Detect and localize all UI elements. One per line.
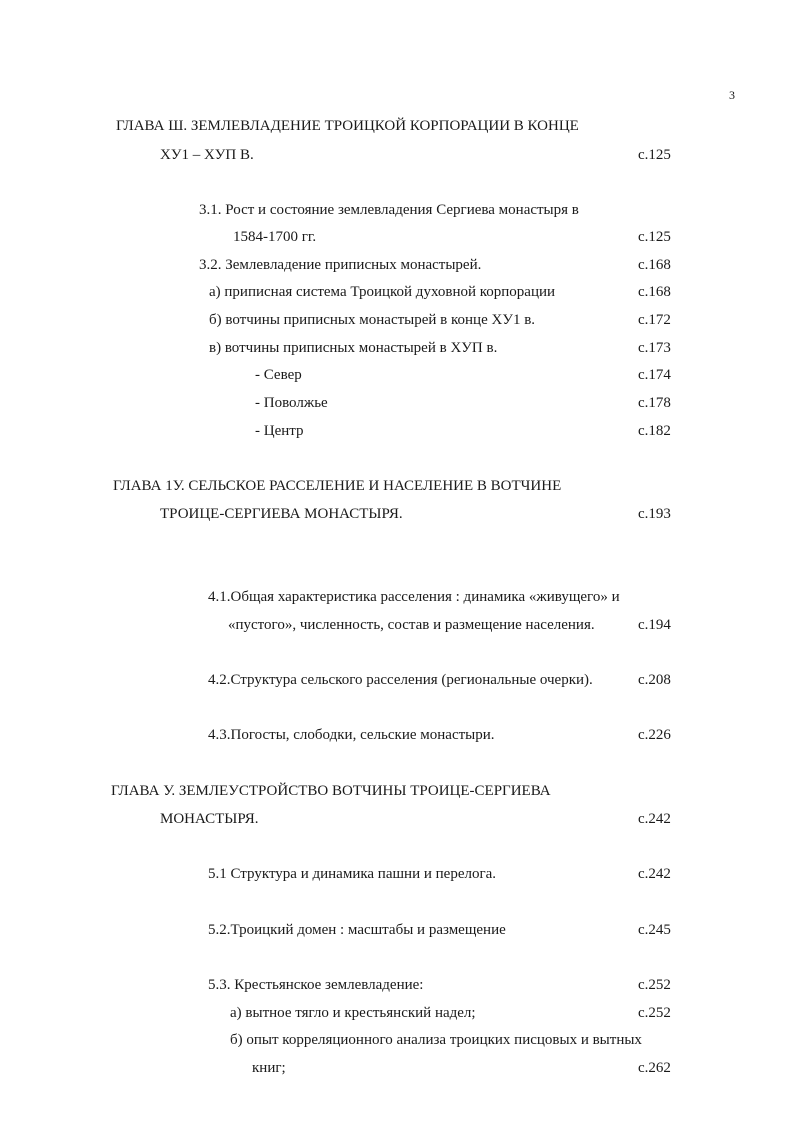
section-4-3-page: с.226 xyxy=(638,727,671,743)
region-center: - Центр xyxy=(255,423,304,439)
section-5-3-b-page: с.262 xyxy=(638,1060,671,1076)
section-3-2-page: с.168 xyxy=(638,257,671,273)
section-3-2-c-page: с.173 xyxy=(638,340,671,356)
section-3-2-b: б) вотчины приписных монастырей в конце ХУ1 в. xyxy=(209,312,536,328)
section-5-3-b: б) опыт корреляционного анализа троицких писцовых и вытных xyxy=(230,1032,642,1048)
chapter-3-title: ГЛАВА Ш. ЗЕМЛЕВЛАДЕНИЕ ТРОИЦКОЙ КОРПОРАЦИИ В КОНЦЕ xyxy=(116,118,579,134)
region-volga-page: с.178 xyxy=(638,395,671,411)
section-3-2-c: в) вотчины приписных монастырей в ХУП в. xyxy=(209,340,498,356)
section-5-2: 5.2.Троицкий домен : масштабы и размещение xyxy=(208,922,506,938)
chapter-5-page: с.242 xyxy=(638,811,671,827)
chapter-4-title: ГЛАВА 1У. СЕЛЬСКОЕ РАССЕЛЕНИЕ И НАСЕЛЕНИЕ В ВОТЧИНЕ xyxy=(113,478,562,494)
section-4-1: 4.1.Общая характеристика расселения : динамика «живущего» и xyxy=(208,589,620,605)
section-3-2: 3.2. Землевладение приписных монастырей. xyxy=(199,257,482,273)
chapter-3-page: с.125 xyxy=(638,147,671,163)
section-4-2: 4.2.Структура сельского расселения (региональные очерки). xyxy=(208,672,593,688)
section-4-1-cont: «пустого», численность, состав и размещение населения. xyxy=(228,617,595,633)
chapter-5-title: ГЛАВА У. ЗЕМЛЕУСТРОЙСТВО ВОТЧИНЫ ТРОИЦЕ-СЕРГИЕВА xyxy=(111,783,551,799)
section-4-2-page: с.208 xyxy=(638,672,671,688)
section-5-1: 5.1 Структура и динамика пашни и перелога. xyxy=(208,866,497,882)
section-3-1-page: с.125 xyxy=(638,229,671,245)
section-5-3-a-page: с.252 xyxy=(638,1005,671,1021)
chapter-5-title-cont: МОНАСТЫРЯ. xyxy=(160,811,259,827)
chapter-3-title-cont: ХУ1 – ХУП В. xyxy=(160,147,254,163)
region-north-page: с.174 xyxy=(638,367,671,383)
section-5-3-page: с.252 xyxy=(638,977,671,993)
section-5-3-b-cont: книг; xyxy=(252,1060,286,1076)
section-3-2-b-page: с.172 xyxy=(638,312,671,328)
section-3-1: 3.1. Рост и состояние землевладения Сергиева монастыря в xyxy=(199,202,579,218)
section-4-3: 4.3.Погосты, слободки, сельские монастыри. xyxy=(208,727,495,743)
section-5-3-a: а) вытное тягло и крестьянский надел; xyxy=(230,1005,476,1021)
section-3-1-cont: 1584-1700 гг. xyxy=(233,229,317,245)
section-5-1-page: с.242 xyxy=(638,866,671,882)
region-center-page: с.182 xyxy=(638,423,671,439)
region-volga: - Поволжье xyxy=(255,395,328,411)
region-north: - Север xyxy=(255,367,302,383)
section-5-2-page: с.245 xyxy=(638,922,671,938)
chapter-4-title-cont: ТРОИЦЕ-СЕРГИЕВА МОНАСТЫРЯ. xyxy=(160,506,403,522)
section-5-3: 5.3. Крестьянское землевладение: xyxy=(208,977,424,993)
section-4-1-page: с.194 xyxy=(638,617,671,633)
chapter-4-page: с.193 xyxy=(638,506,671,522)
section-3-2-a: а) приписная система Троицкой духовной корпорации xyxy=(209,284,556,300)
section-3-2-a-page: с.168 xyxy=(638,284,671,300)
page-number: 3 xyxy=(729,88,735,102)
